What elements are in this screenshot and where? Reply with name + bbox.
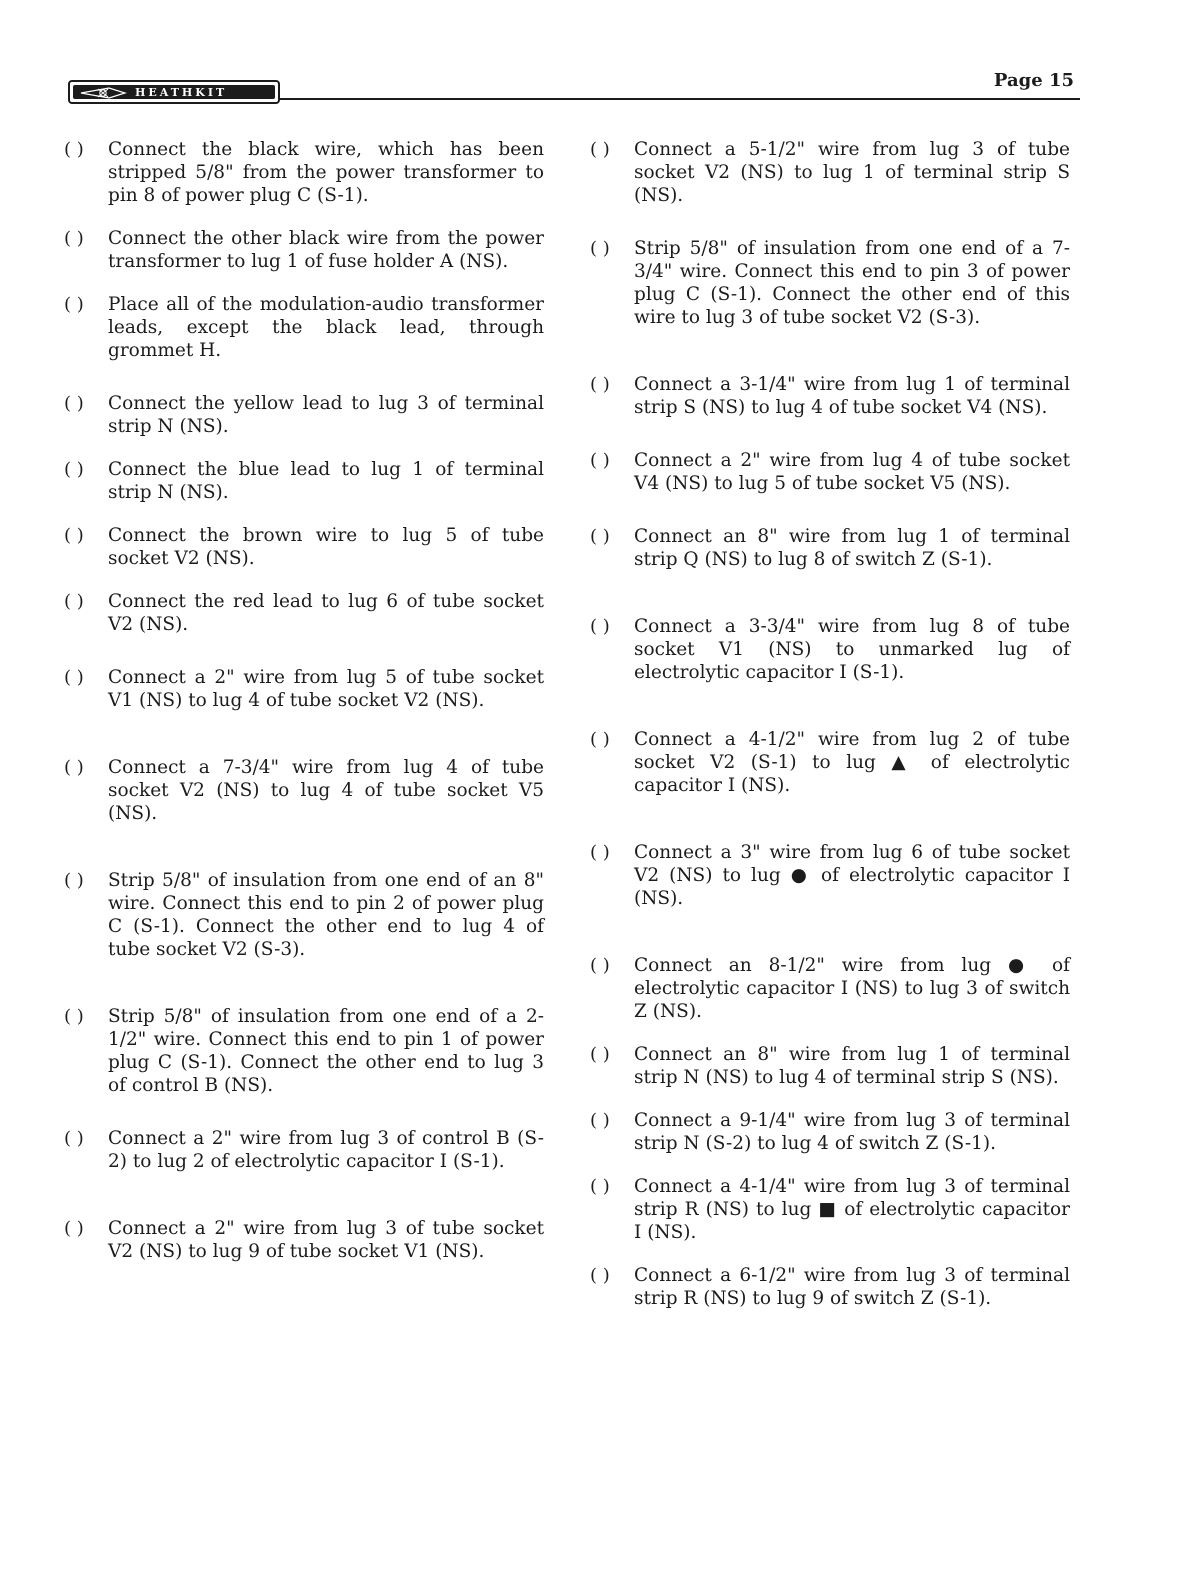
step-item (64, 392, 544, 438)
step-item (590, 615, 1070, 684)
step-text: Connect a 2" wire from lug 3 of tube socket V2 (NS) to lug 9 of tube socket V1 (NS). (108, 1218, 544, 1262)
checkbox-marker[interactable]: ( ) (64, 1218, 84, 1239)
step-text: Connect a 7-3/4" wire from lug 4 of tube socket V2 (NS) to lug 4 of tube socket V5 (NS). (108, 757, 544, 824)
checkbox-marker[interactable]: ( ) (590, 1044, 610, 1065)
step-text: Connect a 9-1/4" wire from lug 3 of terminal strip N (S-2) to lug 4 of switch Z (S-1). (634, 1110, 1070, 1154)
step-text: Connect the yellow lead to lug 3 of terminal strip N (NS). (108, 393, 544, 437)
step-text: Connect a 4-1/4" wire from lug 3 of terminal strip R (NS) to lug ■ of electrolytic capacitor I (NS). (634, 1176, 1070, 1243)
step-item (64, 869, 544, 961)
step-item (64, 293, 544, 362)
checkbox-marker[interactable]: ( ) (590, 1110, 610, 1131)
step-item (64, 1217, 544, 1263)
step-item (64, 1127, 544, 1173)
checkbox-marker[interactable]: ( ) (590, 450, 610, 471)
page-header (68, 70, 1080, 110)
header-rule (280, 98, 1080, 100)
checkbox-marker[interactable]: ( ) (64, 228, 84, 249)
step-text: Connect an 8" wire from lug 1 of terminal strip N (NS) to lug 4 of terminal strip S (NS). (634, 1044, 1070, 1088)
checkbox-marker[interactable]: ( ) (590, 238, 610, 259)
checkbox-marker[interactable]: ( ) (590, 729, 610, 750)
step-text: Place all of the modulation-audio transformer leads, except the black lead, through grommet H. (108, 294, 544, 361)
step-item (590, 449, 1070, 495)
step-item (64, 666, 544, 712)
step-text: Connect a 2" wire from lug 5 of tube socket V1 (NS) to lug 4 of tube socket V2 (NS). (108, 667, 544, 711)
step-text: Strip 5/8" of insulation from one end of a 7-3/4" wire. Connect this end to pin 3 of power plug C (S-1). Connect the other end of this wire to lug 3 of tube socket V2 (S-3). (634, 238, 1070, 328)
step-text: Strip 5/8" of insulation from one end of a 2-1/2" wire. Connect this end to pin 1 of power plug C (S-1). Connect the other end to lug 3 of control B (NS). (108, 1006, 544, 1096)
step-text: Connect a 3-1/4" wire from lug 1 of terminal strip S (NS) to lug 4 of tube socket V4 (NS). (634, 374, 1070, 418)
step-item (64, 590, 544, 636)
step-text: Connect the red lead to lug 6 of tube socket V2 (NS). (108, 591, 544, 635)
step-text: Connect a 5-1/2" wire from lug 3 of tube socket V2 (NS) to lug 1 of terminal strip S (NS). (634, 139, 1070, 206)
step-text: Connect a 6-1/2" wire from lug 3 of terminal strip R (NS) to lug 9 of switch Z (S-1). (634, 1265, 1070, 1309)
checkbox-marker[interactable]: ( ) (64, 139, 84, 160)
step-item (590, 841, 1070, 910)
step-item (64, 1005, 544, 1097)
step-item (64, 138, 544, 207)
checkbox-marker[interactable]: ( ) (590, 374, 610, 395)
checkbox-marker[interactable]: ( ) (64, 393, 84, 414)
step-item (64, 756, 544, 825)
checkbox-marker[interactable]: ( ) (64, 294, 84, 315)
step-item (590, 138, 1070, 207)
checkbox-marker[interactable]: ( ) (590, 139, 610, 160)
step-item (590, 1264, 1070, 1310)
step-text: Connect an 8" wire from lug 1 of terminal strip Q (NS) to lug 8 of switch Z (S-1). (634, 526, 1070, 570)
checkbox-marker[interactable]: ( ) (64, 757, 84, 778)
step-item (64, 227, 544, 273)
checkbox-marker[interactable]: ( ) (64, 1128, 84, 1149)
heathkit-emblem-icon (79, 86, 127, 100)
checkbox-marker[interactable]: ( ) (590, 842, 610, 863)
step-item (590, 525, 1070, 571)
checkbox-marker[interactable]: ( ) (64, 591, 84, 612)
step-text: Connect a 4-1/2" wire from lug 2 of tube socket V2 (S-1) to lug ▲ of electrolytic capacitor I (NS). (634, 729, 1070, 796)
brand-name: HEATHKIT (135, 86, 228, 99)
step-item (590, 237, 1070, 329)
step-text: Connect a 2" wire from lug 3 of control B (S-2) to lug 2 of electrolytic capacitor I (S-1). (108, 1128, 544, 1172)
step-item (64, 524, 544, 570)
checkbox-marker[interactable]: ( ) (64, 667, 84, 688)
step-text: Connect a 3" wire from lug 6 of tube socket V2 (NS) to lug ● of electrolytic capacitor I (NS). (634, 842, 1070, 909)
step-item (590, 373, 1070, 419)
step-item (64, 458, 544, 504)
checkbox-marker[interactable]: ( ) (64, 459, 84, 480)
step-text: Connect the other black wire from the power transformer to lug 1 of fuse holder A (NS). (108, 228, 544, 272)
checkbox-marker[interactable]: ( ) (64, 525, 84, 546)
step-text: Connect a 2" wire from lug 4 of tube socket V4 (NS) to lug 5 of tube socket V5 (NS). (634, 450, 1070, 494)
step-text: Connect the brown wire to lug 5 of tube socket V2 (NS). (108, 525, 544, 569)
step-text: Connect the black wire, which has been stripped 5/8" from the power transformer to pin 8 of power plug C (S-1). (108, 139, 544, 206)
checkbox-marker[interactable]: ( ) (64, 870, 84, 891)
step-text: Connect an 8-1/2" wire from lug ● of electrolytic capacitor I (NS) to lug 3 of switch Z (NS). (634, 955, 1070, 1022)
step-item (590, 1043, 1070, 1089)
right-column (590, 138, 1070, 1310)
step-item (590, 728, 1070, 797)
heathkit-logo (68, 80, 280, 104)
checkbox-marker[interactable]: ( ) (64, 1006, 84, 1027)
checkbox-marker[interactable]: ( ) (590, 1176, 610, 1197)
step-text: Connect a 3-3/4" wire from lug 8 of tube socket V1 (NS) to unmarked lug of electrolytic capacitor I (S-1). (634, 616, 1070, 683)
step-item (590, 1175, 1070, 1244)
left-column (64, 138, 544, 1263)
checkbox-marker[interactable]: ( ) (590, 955, 610, 976)
checkbox-marker[interactable]: ( ) (590, 616, 610, 637)
step-item (590, 1109, 1070, 1155)
step-text: Connect the blue lead to lug 1 of terminal strip N (NS). (108, 459, 544, 503)
page-number: Page 15 (993, 70, 1074, 91)
checkbox-marker[interactable]: ( ) (590, 1265, 610, 1286)
step-text: Strip 5/8" of insulation from one end of an 8" wire. Connect this end to pin 2 of power plug C (S-1). Connect the other end to lug 4 of tube socket V2 (S-3). (108, 870, 544, 960)
step-item (590, 954, 1070, 1023)
checkbox-marker[interactable]: ( ) (590, 526, 610, 547)
